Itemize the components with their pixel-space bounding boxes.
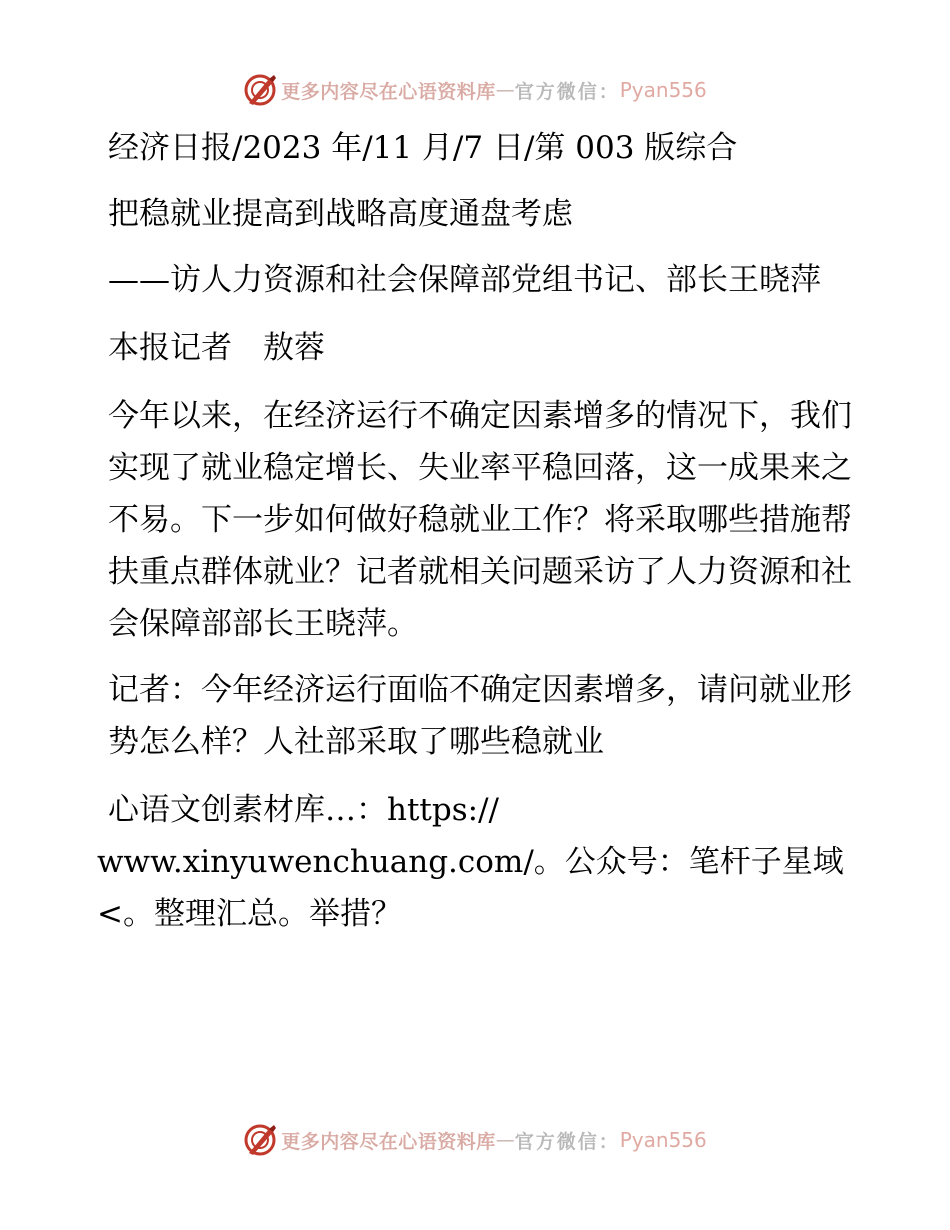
dateline: 经济日报/2023 年/11 月/7 日/第 003 版综合 — [108, 130, 738, 166]
banner-main-text: 更多内容尽在心语资料库 — [281, 1130, 496, 1153]
banner-main-text: 更多内容尽在心语资料库 — [281, 80, 496, 103]
banner-sub-text: 官方微信： — [514, 80, 620, 103]
byline: 本报记者 敖蓉 — [108, 330, 325, 366]
subheadline: ——访人力资源和社会保障部党组书记、部长王晓萍 — [108, 262, 821, 298]
inserted-line: www.xinyuwenchuang.com/。公众号：笔杆子星域 — [97, 844, 844, 880]
inserted-line: 心语文创素材库…：https:// — [108, 792, 499, 828]
inserted-line: <。整理汇总。举措？ — [97, 896, 402, 932]
banner-dash: — — [495, 79, 515, 101]
paragraph: 今年以来，在经济运行不确定因素增多的情况下，我们实现了就业稳定增长、失业率平稳回落，这一成果来之不易。下一步如何做好稳就业工作？将采取哪些措施帮扶重点群体就业？记者就相关问题采访了人力资源和社会保障部部长王晓萍。 — [108, 398, 852, 642]
banner-handle: Pyan556 — [619, 78, 707, 102]
banner-sub-text: 官方微信： — [514, 1130, 620, 1153]
watermark-banner-bottom — [0, 1120, 950, 1160]
pen-in-circle-icon — [243, 73, 277, 107]
watermark-banner-top — [0, 70, 950, 110]
banner-dash: — — [495, 1129, 515, 1151]
article-body — [97, 122, 857, 940]
banner-handle: Pyan556 — [619, 1128, 707, 1152]
question: 记者：今年经济运行面临不确定因素增多，请问就业形势怎么样？人社部采取了哪些稳就业 — [108, 672, 852, 760]
pen-in-circle-icon — [243, 1123, 277, 1157]
headline: 把稳就业提高到战略高度通盘考虑 — [108, 196, 573, 232]
